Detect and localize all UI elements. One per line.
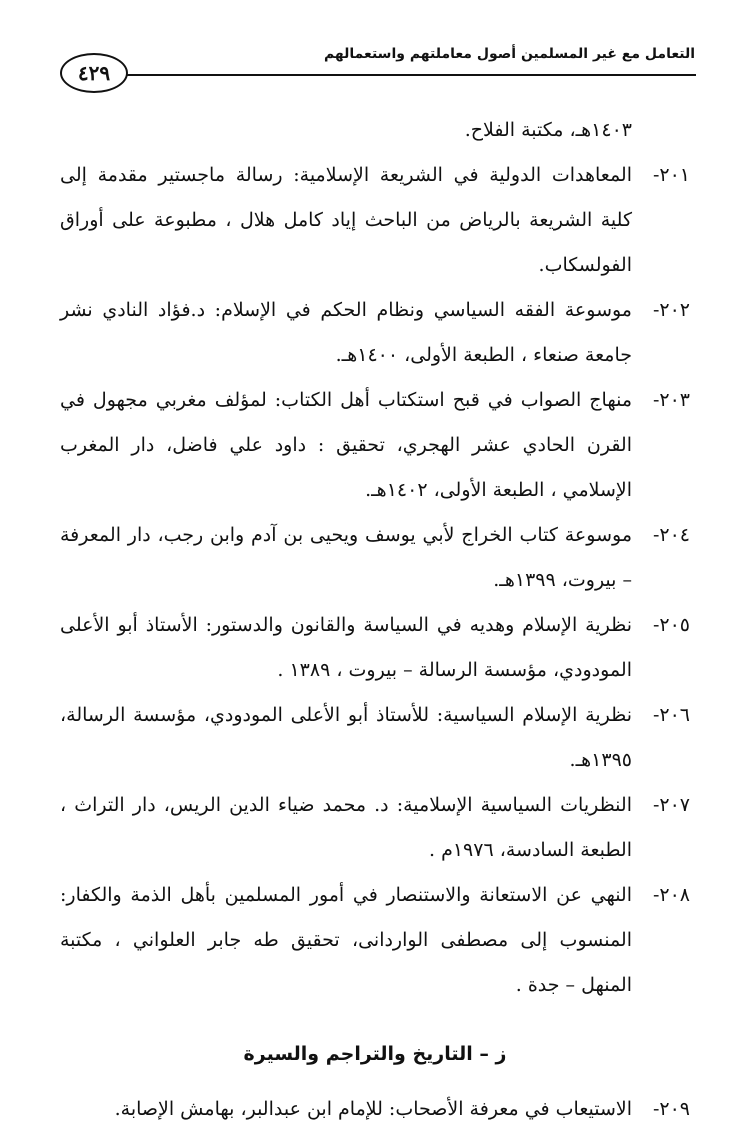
bibliography-entry bbox=[60, 693, 690, 783]
running-title: التعامل مع غير المسلمين أصول معاملتهم واستعمالهم bbox=[323, 46, 695, 62]
entry-number: ٢٠٦- bbox=[652, 704, 690, 726]
entry-number: ٢٠٨- bbox=[652, 884, 690, 906]
entry-number: ٢٠٣- bbox=[652, 389, 690, 411]
bibliography-entry bbox=[60, 1087, 690, 1132]
bibliography-entry bbox=[60, 603, 690, 693]
entry-number: ٢٠٥- bbox=[652, 614, 690, 636]
entry-text: نظرية الإسلام وهديه في السياسة والقانون والدستور: الأستاذ أبو الأعلى المودودي، مؤسسة الرسالة – بيروت ، ١٣٨٩ . bbox=[60, 614, 632, 681]
entry-number: ٢٠٤- bbox=[652, 524, 690, 546]
bibliography-entry bbox=[60, 378, 690, 513]
bibliography-entry bbox=[60, 153, 690, 288]
entry-text: المعاهدات الدولية في الشريعة الإسلامية: رسالة ماجستير مقدمة إلى كلية الشريعة بالرياض من الباحث إياد كامل هلال ، مطبوعة على أوراق الفولسكاب. bbox=[60, 164, 632, 276]
entry-text: نظرية الإسلام السياسية: للأستاذ أبو الأعلى المودودي، مؤسسة الرسالة، ١٣٩٥هـ. bbox=[60, 704, 632, 771]
section-heading: ز – التاريخ والتراجم والسيرة bbox=[243, 1043, 507, 1065]
entry-text: منهاج الصواب في قبح استكتاب أهل الكتاب: لمؤلف مغربي مجهول في القرن الحادي عشر الهجري، تحقيق : داود علي فاضل، دار المغرب الإسلامي ، الطبعة الأولى، ١٤٠٢هـ. bbox=[60, 389, 632, 501]
entry-number: ٢٠٧- bbox=[652, 794, 690, 816]
header-rule bbox=[126, 74, 696, 76]
page-number: ٤٢٩ bbox=[60, 53, 128, 93]
continuation-line: ١٤٠٣هـ، مكتبة الفلاح. bbox=[464, 119, 632, 141]
page-header bbox=[0, 0, 755, 100]
entry-text: الاستيعاب في معرفة الأصحاب: للإمام ابن عبدالبر، بهامش الإصابة. bbox=[114, 1098, 632, 1120]
bibliography bbox=[60, 108, 690, 1132]
entry-number: ٢٠٩- bbox=[652, 1098, 690, 1120]
bibliography-entry bbox=[60, 783, 690, 873]
bibliography-entry bbox=[60, 513, 690, 603]
entry-text: موسوعة الفقه السياسي ونظام الحكم في الإسلام: د.فؤاد النادي نشر جامعة صنعاء ، الطبعة الأولى، ١٤٠٠هـ. bbox=[60, 299, 632, 366]
entry-text: النهي عن الاستعانة والاستنصار في أمور المسلمين بأهل الذمة والكفار: المنسوب إلى مصطفى الواردانى، تحقيق طه جابر العلواني ، مكتبة المنهل – جدة . bbox=[60, 884, 632, 996]
entry-number: ٢٠١- bbox=[652, 164, 690, 186]
entry-text: موسوعة كتاب الخراج لأبي يوسف ويحيى بن آدم وابن رجب، دار المعرفة – بيروت، ١٣٩٩هـ. bbox=[60, 524, 632, 591]
bibliography-entry bbox=[60, 288, 690, 378]
bibliography-entry bbox=[60, 873, 690, 1008]
entry-number: ٢٠٢- bbox=[652, 299, 690, 321]
entry-text: النظريات السياسية الإسلامية: د. محمد ضياء الدين الريس، دار التراث ، الطبعة السادسة، ١٩٧٦م . bbox=[60, 794, 632, 861]
